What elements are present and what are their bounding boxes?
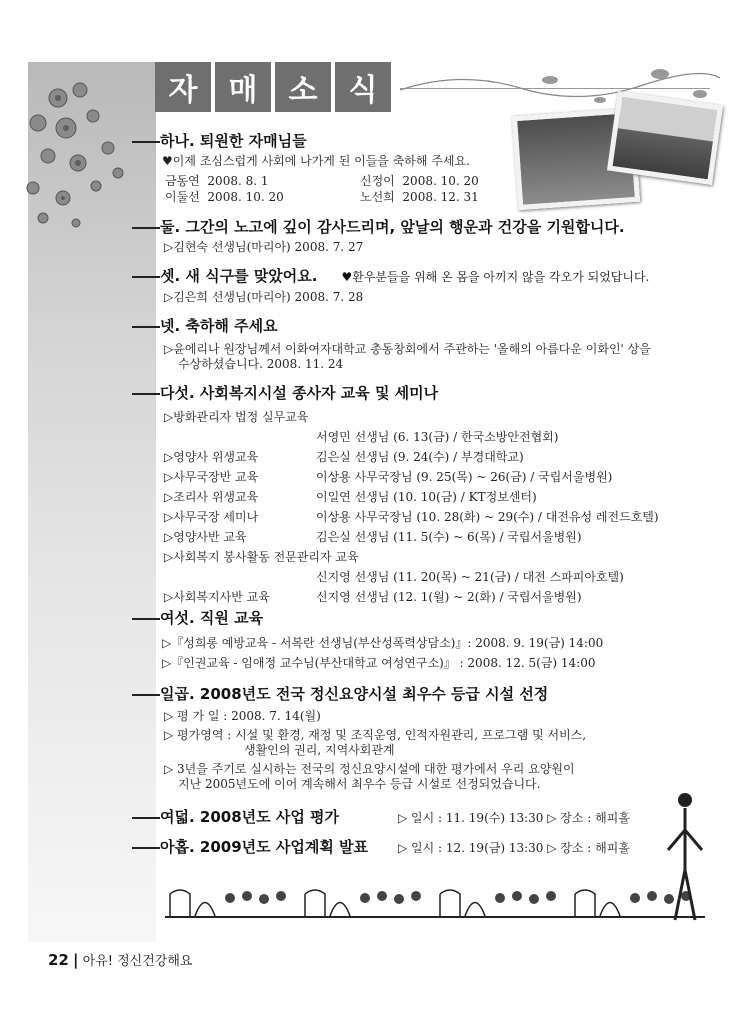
footer-separator: |: [73, 951, 79, 969]
section-3-note: ♥환우분들을 위해 온 몸을 아끼지 않을 각오가 되었답니다.: [341, 270, 650, 284]
section-7-line-3: 생활인의 권리, 지역사회관계: [244, 743, 395, 757]
magazine-title: 아유! 정신건강해요: [82, 954, 193, 969]
course-name: ▷영양사 위생교육: [164, 450, 259, 464]
course-detail: 신지영 선생님 (11. 20(목) ~ 21(금) / 대전 스파피아호텔): [316, 570, 624, 584]
section-heading-1: 하나. 퇴원한 자매님들: [132, 130, 307, 151]
course-detail: 김은실 선생님 (11. 5(수) ~ 6(목) / 국립서울병원): [316, 530, 582, 544]
section-heading-6: 여섯. 직원 교육: [132, 607, 263, 628]
section-3-line: ▷김은희 선생님(마리아) 2008. 7. 28: [164, 290, 364, 304]
section-6-line-1: ▷『성희롱 예방교육 - 서복란 선생님(부산성폭력상담소)』: 2008. 9. 19(금) 14:00: [162, 636, 604, 650]
section-8-info: ▷ 일시 : 11. 19(수) 13:30 ▷ 장소 : 해피홀: [398, 811, 630, 825]
page-number: 22: [48, 951, 69, 969]
stick-figure-icon: [660, 790, 710, 925]
title-char: 매: [215, 62, 271, 112]
section-4-line-1: ▷윤에리나 원장님께서 이화여자대학교 총동창회에서 주관하는 '올해의 아름다운 이화인' 상을: [164, 342, 651, 356]
course-name: ▷조리사 위생교육: [164, 490, 259, 504]
list-item: 금동연 2008. 8. 1: [165, 174, 269, 188]
course-name: ▷사회복지사반 교육: [164, 590, 270, 604]
title-char: 식: [335, 62, 391, 112]
title-char: 자: [155, 62, 211, 112]
course-name: ▷사무국장반 교육: [164, 470, 259, 484]
course-detail: 이일연 선생님 (10. 10(금) / KT정보센터): [316, 490, 537, 504]
course-detail: 서영민 선생님 (6. 13(금) / 한국소방안전협회): [316, 430, 559, 444]
page-footer: [48, 950, 192, 969]
course-name: ▷영양사반 교육: [164, 530, 247, 544]
list-item: 이둘선 2008. 10. 20: [165, 190, 284, 204]
title-char: 소: [275, 62, 331, 112]
section-7-line-1: ▷ 평 가 일 : 2008. 7. 14(월): [164, 709, 321, 723]
landscape-photo: [607, 91, 723, 185]
course-detail: 이상용 사무국장님 (10. 28(화) ~ 29(수) / 대전유성 레전드호텔): [316, 510, 659, 524]
section-heading-2: 둘. 그간의 노고에 깊이 감사드리며, 앞날의 행운과 건강을 기원합니다.: [132, 216, 625, 237]
section-heading-9: 아홉. 2009년도 사업계획 발표: [132, 836, 368, 857]
list-item: 신정이 2008. 10. 20: [360, 174, 479, 188]
course-detail: 김은실 선생님 (9. 24(수) / 부경대학교): [316, 450, 524, 464]
flower-border-icon: [165, 884, 705, 920]
page-title: [155, 62, 391, 112]
section-7-line-4: ▷ 3년을 주기로 실시하는 전국의 정신요양시설에 대한 평가에서 우리 요양원이: [164, 762, 575, 776]
section-9-info: ▷ 일시 : 12. 19(금) 13:30 ▷ 장소 : 해피홀: [398, 841, 630, 855]
course-name: ▷사회복지 봉사활동 전문관리자 교육: [164, 550, 359, 564]
section-6-line-2: ▷『인권교육 - 임애정 교수님(부산대학교 여성연구소)』 : 2008. 12. 5(금) 14:00: [162, 656, 596, 670]
section-heading-3: 셋. 새 식구를 맞았어요. ♥환우분들을 위해 온 몸을 아끼지 않을 각오가 되었답니다.: [132, 265, 649, 286]
list-item: 노선희 2008. 12. 31: [360, 190, 479, 204]
course-name: ▷사무국장 세미나: [164, 510, 259, 524]
section-heading-8: 여덟. 2008년도 사업 평가: [132, 806, 339, 827]
course-name: ▷방화관리자 법정 실무교육: [164, 410, 309, 424]
section-4-line-2: 수상하셨습니다. 2008. 11. 24: [178, 357, 344, 371]
section-7-line-2: ▷ 평가영역 : 시설 및 환경, 재정 및 조직운영, 인적자원관리, 프로그램 및 서비스,: [164, 728, 587, 742]
section-heading-7: 일곱. 2008년도 전국 정신요양시설 최우수 등급 시설 선정: [132, 683, 548, 704]
course-detail: 신지영 선생님 (12. 1(월) ~ 2(화) / 국립서울병원): [316, 590, 582, 604]
section-2-line: ▷김현숙 선생님(마리아) 2008. 7. 27: [164, 240, 364, 254]
section-1-note: ♥이제 조심스럽게 사회에 나가게 된 이들을 축하해 주세요.: [162, 154, 470, 168]
course-detail: 이상용 사무국장님 (9. 25(목) ~ 26(금) / 국립서울병원): [316, 470, 613, 484]
section-heading-4: 넷. 축하해 주세요: [132, 315, 278, 336]
section-heading-5: 다섯. 사회복지시설 종사자 교육 및 세미나: [132, 382, 438, 403]
section-7-line-5: 지난 2005년도에 이어 계속해서 최우수 등급 시설로 선정되었습니다.: [178, 777, 541, 791]
